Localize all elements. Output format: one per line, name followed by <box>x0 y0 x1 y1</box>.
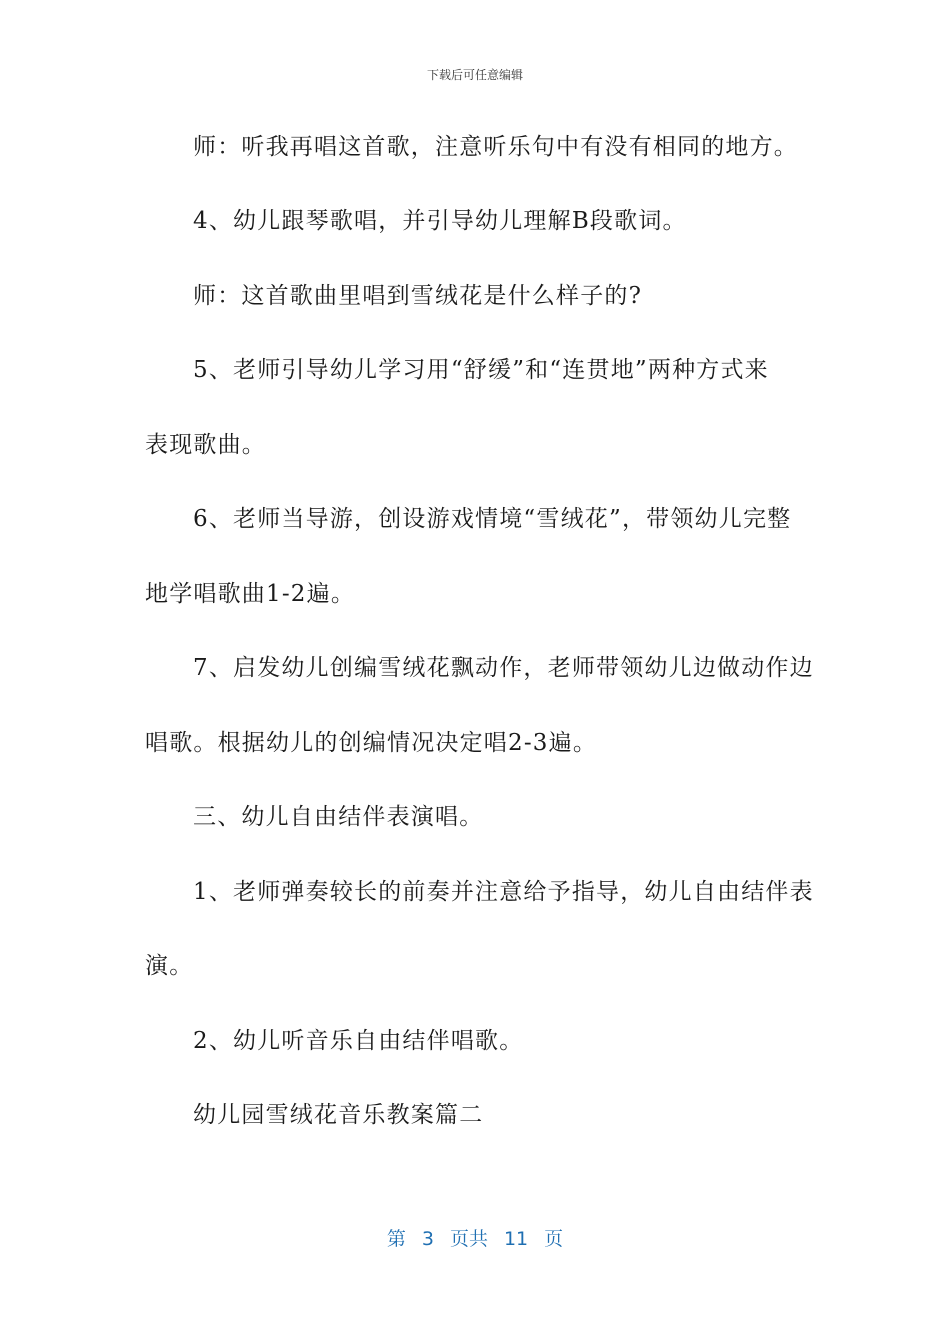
page-header: 下载后可任意编辑 <box>426 68 523 82</box>
paragraph-line: 师：听我再唱这首歌，注意听乐句中有没有相同的地方。 <box>193 134 798 160</box>
total-pages-number: 11 <box>503 1228 529 1250</box>
paragraph-line: 表现歌曲。 <box>145 432 266 458</box>
paragraph-line: 5、老师引导幼儿学习用“舒缓”和“连贯地”两种方式来 <box>193 357 769 383</box>
current-page-number: 3 <box>421 1228 434 1250</box>
paragraph-line: 师：这首歌曲里唱到雪绒花是什么样子的? <box>193 283 643 309</box>
paragraph-line: 7、启发幼儿创编雪绒花飘动作，老师带领幼儿边做动作边 <box>193 655 814 681</box>
section-heading: 幼儿园雪绒花音乐教案篇二 <box>193 1102 484 1128</box>
paragraph-line: 4、幼儿跟琴歌唱，并引导幼儿理解B段歌词。 <box>193 208 687 234</box>
page-label-prefix: 第 <box>386 1228 406 1250</box>
page-label-middle: 页共 <box>449 1228 488 1250</box>
paragraph-line: 1、老师弹奏较长的前奏并注意给予指导，幼儿自由结伴表 <box>193 879 814 905</box>
paragraph-line: 三、幼儿自由结伴表演唱。 <box>193 804 484 830</box>
paragraph-line: 2、幼儿听音乐自由结伴唱歌。 <box>193 1028 524 1054</box>
page-label-suffix: 页 <box>544 1228 564 1250</box>
paragraph-line: 演。 <box>145 953 194 979</box>
page-footer <box>0 1224 950 1251</box>
paragraph-line: 地学唱歌曲1-2遍。 <box>145 581 356 607</box>
paragraph-line: 6、老师当导游，创设游戏情境“雪绒花”，带领幼儿完整 <box>193 506 792 532</box>
paragraph-line: 唱歌。根据幼儿的创编情况决定唱2-3遍。 <box>145 730 598 756</box>
